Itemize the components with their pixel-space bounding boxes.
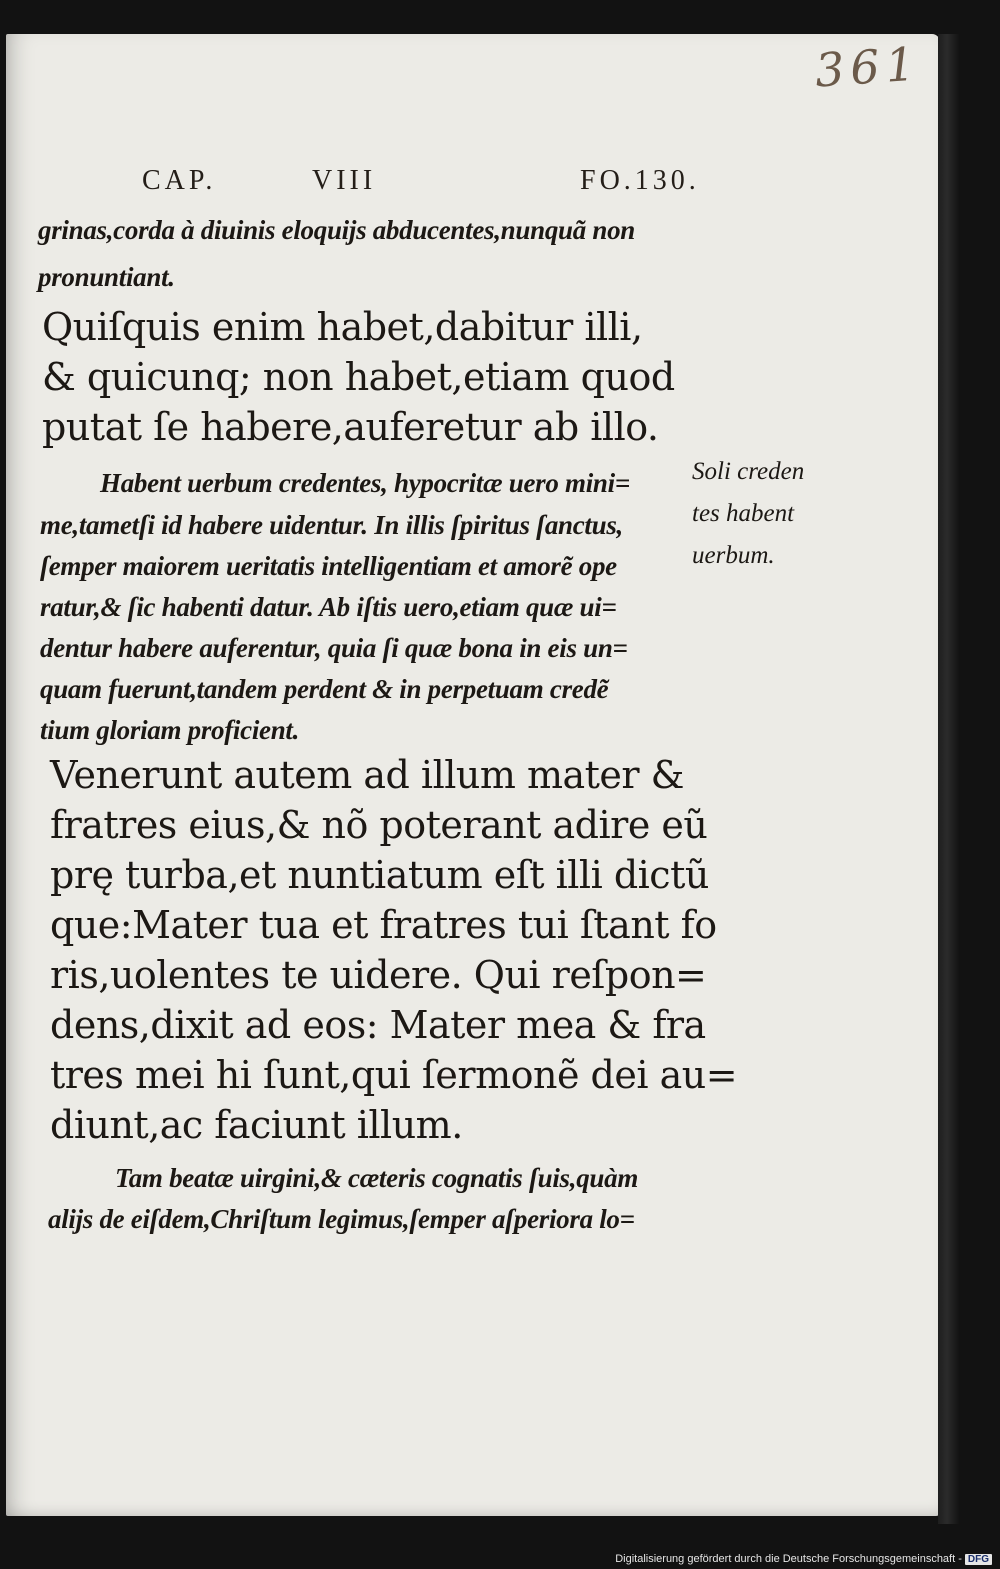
commentary-line: grinas,corda à diuinis eloquijs abducentes,nunquã non bbox=[38, 215, 636, 245]
commentary-line: ſemper maiorem ueritatis intelligentiam et amorẽ ope bbox=[40, 551, 617, 581]
running-head-chapter-number: VIII bbox=[312, 165, 377, 196]
commentary-line: me,tametſi id habere uidentur. In illis ſpiritus ſanctus, bbox=[40, 510, 623, 540]
commentary-line: pronuntiant. bbox=[38, 262, 175, 292]
commentary-line: Habent uerbum credentes, hypocritæ uero mini= bbox=[100, 468, 630, 498]
running-head-chapter: CAP. bbox=[142, 165, 217, 196]
commentary-line: ratur,& ſic habenti datur. Ab iſtis uero,etiam quæ ui= bbox=[40, 592, 617, 622]
commentary-line: Tam beatæ uirgini,& cæteris cognatis ſuis,quàm bbox=[115, 1163, 639, 1193]
verse-line: Quiſquis enim habet,dabitur illi, bbox=[42, 305, 643, 349]
margin-note-line: uerbum. bbox=[692, 542, 775, 569]
page-edge-shadow bbox=[938, 34, 960, 1524]
verse-line: ris,uolentes te uidere. Qui reſpon= bbox=[50, 953, 707, 997]
commentary-line: quam fuerunt,tandem perdent & in perpetuam credẽ bbox=[40, 674, 609, 704]
verse-line: fratres eius,& nõ poterant adire eũ bbox=[50, 803, 708, 847]
verse-line: & quicunq; non habet,etiam quod bbox=[42, 355, 675, 399]
commentary-line: tium gloriam proficient. bbox=[40, 715, 300, 745]
digitization-credit bbox=[615, 1553, 992, 1565]
verse-line: prę turba,et nuntiatum eſt illi dictũ bbox=[50, 853, 709, 897]
verse-line: dens,dixit ad eos: Mater mea & fra bbox=[50, 1003, 706, 1047]
handwritten-folio-number: 361 bbox=[813, 36, 923, 98]
running-head-folio: FO.130. bbox=[580, 165, 700, 196]
commentary-line: alijs de eiſdem,Chriſtum legimus,ſemper aſperiora lo= bbox=[48, 1204, 635, 1234]
dfg-logo: DFG bbox=[965, 1554, 992, 1565]
verse-line: diunt,ac faciunt illum. bbox=[50, 1103, 463, 1147]
verse-line: que:Mater tua et fratres tui ſtant fo bbox=[50, 903, 717, 947]
commentary-line: dentur habere auferentur, quia ſi quæ bona in eis un= bbox=[40, 633, 628, 663]
margin-note-line: tes habent bbox=[692, 500, 795, 527]
verse-line: putat ſe habere,auferetur ab illo. bbox=[42, 405, 659, 449]
verse-line: Venerunt autem ad illum mater & bbox=[50, 753, 684, 797]
margin-note-line: Soli creden bbox=[692, 458, 805, 485]
digitization-credit-text: Digitalisierung gefördert durch die Deutsche Forschungsgemeinschaft - bbox=[615, 1553, 962, 1565]
verse-line: tres mei hi ſunt,qui ſermonẽ dei au= bbox=[50, 1053, 738, 1097]
